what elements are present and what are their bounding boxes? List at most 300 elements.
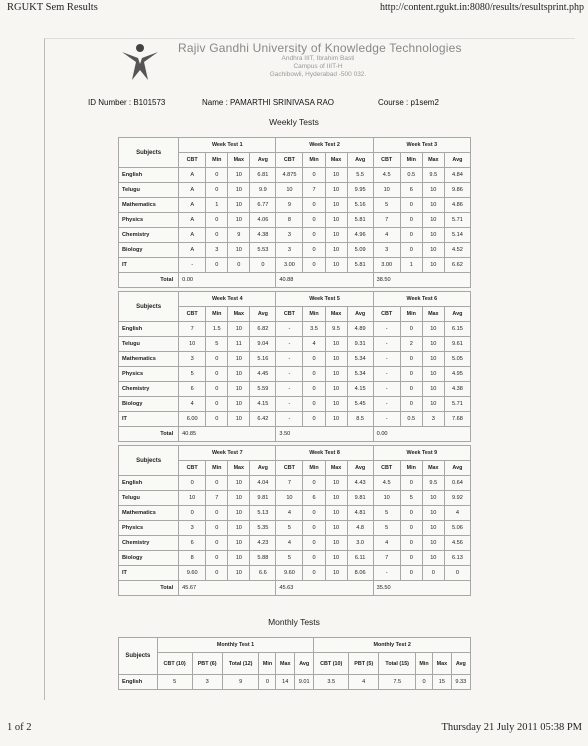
table-row [119,228,471,243]
score-cell: 10 [325,412,347,427]
score-cell: 4.875 [276,168,303,183]
column-header: Max [422,461,444,476]
score-cell: 6.62 [444,258,470,273]
score-cell: 6.13 [444,551,470,566]
score-cell: 6.82 [250,322,276,337]
score-cell: 10 [422,243,444,258]
score-cell: 7 [303,183,325,198]
score-cell: 0 [250,258,276,273]
score-cell: 4.96 [347,228,373,243]
score-cell: 10 [422,491,444,506]
score-cell: 6.77 [250,198,276,213]
score-cell: 4.81 [347,506,373,521]
score-cell: 5 [179,367,206,382]
column-header: Avg [347,307,373,322]
subjects-header: Subjects [119,138,179,168]
score-cell: 3 [206,243,228,258]
score-cell: 9.60 [276,566,303,581]
test-name-header: Week Test 7 [179,446,276,461]
score-cell: - [373,566,400,581]
column-header: CBT [373,153,400,168]
subject-name: Mathematics [119,198,179,213]
score-cell: 9.5 [422,168,444,183]
table-row [119,367,471,382]
score-cell: 10 [228,476,250,491]
column-header: Max [433,653,452,675]
score-cell: 10 [228,566,250,581]
column-header: CBT (10) [157,653,192,675]
score-cell: 4 [373,536,400,551]
column-header: Min [303,153,325,168]
university-header [118,40,538,88]
subjects-header: Subjects [119,638,158,675]
score-cell: 9.81 [250,491,276,506]
score-cell: 4 [276,506,303,521]
score-cell: 4.8 [347,521,373,536]
score-cell: A [179,183,206,198]
score-cell: 0 [206,397,228,412]
score-cell: 10 [325,491,347,506]
score-cell: 6.11 [347,551,373,566]
score-cell: - [276,412,303,427]
score-cell: 0 [400,228,422,243]
score-cell: 6.81 [250,168,276,183]
score-cell: - [276,322,303,337]
total-value: 38.50 [373,273,470,288]
score-cell: 10 [228,367,250,382]
score-cell: 10 [325,397,347,412]
subject-name: English [119,168,179,183]
column-header: Max [228,461,250,476]
score-cell: 0 [400,367,422,382]
score-cell: 0 [400,397,422,412]
table-row [119,521,471,536]
score-cell: - [276,397,303,412]
score-cell: 3.5 [314,675,349,690]
score-cell: 10 [325,566,347,581]
score-cell: 3 [179,521,206,536]
column-header: Min [259,653,276,675]
subject-name: Biology [119,551,179,566]
column-header: Min [400,307,422,322]
weekly-table [118,445,471,596]
score-cell: 3 [192,675,222,690]
score-cell: 0 [400,382,422,397]
total-label: Total [119,273,179,288]
score-cell: 0 [206,506,228,521]
score-cell: 4.38 [250,228,276,243]
test-name-header: Week Test 3 [373,138,470,153]
score-cell: 10 [325,506,347,521]
score-cell: 4.95 [444,367,470,382]
score-cell: 10 [325,168,347,183]
table-row [119,675,471,690]
monthly-tests-title: Monthly Tests [268,617,320,627]
score-cell: 0 [206,183,228,198]
score-cell: 3 [276,228,303,243]
column-header: Avg [444,153,470,168]
score-cell: 5 [400,491,422,506]
score-cell: 0 [206,566,228,581]
print-title: RGUKT Sem Results [7,2,98,13]
score-cell: 5.05 [444,352,470,367]
score-cell: 0 [303,521,325,536]
score-cell: 0 [303,536,325,551]
score-cell: 10 [228,352,250,367]
subject-name: Chemistry [119,228,179,243]
score-cell: 10 [422,337,444,352]
table-row [119,551,471,566]
university-logo [118,42,162,82]
column-header: Max [228,153,250,168]
weekly-table [118,137,471,288]
score-cell: 5 [276,551,303,566]
score-cell: 9.01 [295,675,314,690]
subject-name: Telugu [119,183,179,198]
subject-name: IT [119,566,179,581]
score-cell: 10 [422,258,444,273]
score-cell: 0 [206,412,228,427]
score-cell: 10 [325,536,347,551]
score-cell: 4.89 [347,322,373,337]
university-address-line2: Campus of IIIT-H [293,63,343,70]
column-header: PBT (6) [192,653,222,675]
score-cell: 7.68 [444,412,470,427]
score-cell: 5.45 [347,397,373,412]
score-cell: 0 [303,382,325,397]
score-cell: 10 [373,491,400,506]
score-cell: 9.33 [451,675,470,690]
total-value: 0.00 [373,427,470,442]
subjects-header: Subjects [119,292,179,322]
subject-name: English [119,675,158,690]
score-cell: 5.88 [250,551,276,566]
test-name-header: Week Test 9 [373,446,470,461]
score-cell: 0 [303,476,325,491]
column-header: CBT [373,461,400,476]
score-cell: 10 [325,198,347,213]
score-cell: 10 [276,183,303,198]
column-header: CBT (10) [314,653,349,675]
score-cell: 1.5 [206,322,228,337]
score-cell: 9.95 [347,183,373,198]
score-cell: 4.5 [373,476,400,491]
column-header: Avg [250,307,276,322]
test-name-header: Week Test 8 [276,446,373,461]
total-label: Total [119,581,179,596]
column-header: Avg [444,461,470,476]
score-cell: 5.81 [347,213,373,228]
table-row [119,412,471,427]
score-cell: 10 [325,476,347,491]
score-cell: 0 [206,367,228,382]
test-name-header: Week Test 2 [276,138,373,153]
score-cell: 5.71 [444,397,470,412]
score-cell: 5.14 [444,228,470,243]
total-value: 45.67 [179,581,276,596]
score-cell: 4.15 [347,382,373,397]
column-header: CBT [276,153,303,168]
score-cell: 10 [325,243,347,258]
column-header: Avg [347,153,373,168]
score-cell: 10 [325,258,347,273]
table-row [119,352,471,367]
table-row [119,258,471,273]
score-cell: 5.16 [250,352,276,367]
score-cell: 4 [444,506,470,521]
column-header: CBT [179,307,206,322]
score-cell: 10 [325,228,347,243]
subject-name: Biology [119,397,179,412]
score-cell: 0 [400,198,422,213]
table-row [119,168,471,183]
subject-name: Mathematics [119,506,179,521]
total-value: 45.63 [276,581,373,596]
column-header: Max [228,307,250,322]
column-header: Min [400,153,422,168]
score-cell: 5.35 [250,521,276,536]
score-cell: 11 [228,337,250,352]
score-cell: 0 [206,551,228,566]
score-cell: 4.06 [250,213,276,228]
university-address-line1: Andhra IIIT, Ibrahim Basti [281,55,355,62]
score-cell: 4.56 [444,536,470,551]
total-row [119,427,471,442]
column-header: CBT [179,153,206,168]
score-cell: 0 [400,506,422,521]
column-header: Avg [451,653,470,675]
score-cell: 10 [179,491,206,506]
score-cell: 5.5 [347,168,373,183]
subject-name: Biology [119,243,179,258]
score-cell: 4.43 [347,476,373,491]
score-cell: 3 [276,243,303,258]
column-header: Total (12) [222,653,259,675]
score-cell: 0 [303,566,325,581]
score-cell: - [276,367,303,382]
score-cell: 5.53 [250,243,276,258]
score-cell: 10 [179,337,206,352]
score-cell: 9.86 [444,183,470,198]
score-cell: 10 [325,382,347,397]
table-row [119,536,471,551]
score-cell: 7 [179,322,206,337]
score-cell: 10 [325,337,347,352]
score-cell: 10 [228,412,250,427]
score-cell: 0.5 [400,168,422,183]
score-cell: 3 [179,352,206,367]
score-cell: 0 [206,476,228,491]
table-row [119,337,471,352]
score-cell: 10 [422,382,444,397]
score-cell: 8 [276,213,303,228]
print-header [0,0,588,16]
score-cell: 4.86 [444,198,470,213]
test-name-header: Monthly Test 2 [314,638,471,653]
score-cell: 4.04 [250,476,276,491]
score-cell: 0 [400,243,422,258]
score-cell: 0 [303,213,325,228]
score-cell: - [373,367,400,382]
score-cell: 5.09 [347,243,373,258]
score-cell: 5.81 [347,258,373,273]
score-cell: 10 [228,322,250,337]
score-cell: 10 [422,397,444,412]
subject-name: Mathematics [119,352,179,367]
total-value: 40.88 [276,273,373,288]
score-cell: - [179,258,206,273]
score-cell: 0 [400,551,422,566]
score-cell: 10 [228,536,250,551]
total-value: 35.50 [373,581,470,596]
column-header: Max [325,307,347,322]
score-cell: 10 [228,198,250,213]
score-cell: 0 [206,382,228,397]
score-cell: 5.71 [444,213,470,228]
print-url: http://content.rgukt.in:8080/results/resultsprint.php [380,2,584,13]
score-cell: 10 [422,536,444,551]
subject-name: Physics [119,367,179,382]
score-cell: 7 [373,213,400,228]
total-row [119,581,471,596]
score-cell: 4 [276,536,303,551]
score-cell: 4.84 [444,168,470,183]
column-header: Max [276,653,295,675]
subject-name: Chemistry [119,382,179,397]
subject-name: Telugu [119,337,179,352]
score-cell: 8 [179,551,206,566]
score-cell: 9.31 [347,337,373,352]
score-cell: 10 [228,382,250,397]
subject-name: Physics [119,213,179,228]
score-cell: - [373,397,400,412]
score-cell: 10 [325,183,347,198]
score-cell: 10 [228,551,250,566]
score-cell: 0 [303,352,325,367]
score-cell: 9.9 [250,183,276,198]
score-cell: 0 [206,228,228,243]
score-cell: 10 [422,551,444,566]
score-cell: 5 [157,675,192,690]
score-cell: 4.5 [373,168,400,183]
score-cell: 0 [206,213,228,228]
score-cell: 10 [373,183,400,198]
column-header: Total (15) [379,653,416,675]
score-cell: A [179,198,206,213]
column-header: Min [206,153,228,168]
score-cell: 3.00 [276,258,303,273]
score-cell: 4.45 [250,367,276,382]
score-cell: 14 [276,675,295,690]
print-footer [0,720,588,738]
subject-name: English [119,322,179,337]
score-cell: 0 [206,168,228,183]
score-cell: 0 [400,521,422,536]
student-id: ID Number : B101573 [88,98,166,107]
score-cell: 2 [400,337,422,352]
score-cell: 1 [206,198,228,213]
student-course: Course : p1sem2 [378,98,439,107]
column-header: Min [206,461,228,476]
score-cell: 4 [303,337,325,352]
column-header: Max [325,461,347,476]
score-cell: 0 [400,566,422,581]
score-cell: 10 [422,228,444,243]
score-cell: - [276,352,303,367]
score-cell: 4 [373,228,400,243]
score-cell: 10 [422,213,444,228]
score-cell: 4 [349,675,379,690]
column-header: Min [303,307,325,322]
score-cell: 9.60 [179,566,206,581]
score-cell: 0 [179,506,206,521]
test-name-header: Week Test 4 [179,292,276,307]
score-cell: 5 [276,521,303,536]
table-row [119,491,471,506]
subject-name: Chemistry [119,536,179,551]
score-cell: 0 [303,506,325,521]
column-header: CBT [373,307,400,322]
score-cell: 3.0 [347,536,373,551]
score-cell: 5.06 [444,521,470,536]
score-cell: 5 [373,506,400,521]
score-cell: 6.00 [179,412,206,427]
subjects-header: Subjects [119,446,179,476]
score-cell: A [179,213,206,228]
score-cell: 1 [400,258,422,273]
subject-name: IT [119,412,179,427]
score-cell: 0 [303,551,325,566]
score-cell: 10 [228,243,250,258]
score-cell: 8.5 [347,412,373,427]
column-header: Max [422,307,444,322]
score-cell: 0 [303,168,325,183]
score-cell: 7 [276,476,303,491]
table-row [119,382,471,397]
score-cell: 3 [422,412,444,427]
score-cell: 6 [303,491,325,506]
score-cell: 9 [228,228,250,243]
student-name: Name : PAMARTHI SRINIVASA RAO [202,98,335,107]
column-header: Avg [295,653,314,675]
score-cell: - [373,382,400,397]
weekly-tests-title: Weekly Tests [269,117,319,127]
total-value: 0.00 [179,273,276,288]
score-cell: 0 [303,397,325,412]
test-name-header: Week Test 5 [276,292,373,307]
score-cell: 0 [179,476,206,491]
score-cell: 5 [373,521,400,536]
score-cell: 5.59 [250,382,276,397]
score-cell: 0 [400,476,422,491]
total-value: 40.85 [179,427,276,442]
score-cell: 6 [400,183,422,198]
table-row [119,566,471,581]
test-name-header: Week Test 6 [373,292,470,307]
score-cell: 10 [228,491,250,506]
score-cell: 4.52 [444,243,470,258]
score-cell: - [276,382,303,397]
score-cell: 0.64 [444,476,470,491]
table-row [119,322,471,337]
university-name: Rajiv Gandhi University of Knowledge Technologies [178,41,462,55]
score-cell: 0 [228,258,250,273]
score-cell: 0 [259,675,276,690]
score-cell: 10 [325,352,347,367]
score-cell: 6 [179,382,206,397]
page-number: 1 of 2 [7,722,32,733]
score-cell: 3 [373,243,400,258]
